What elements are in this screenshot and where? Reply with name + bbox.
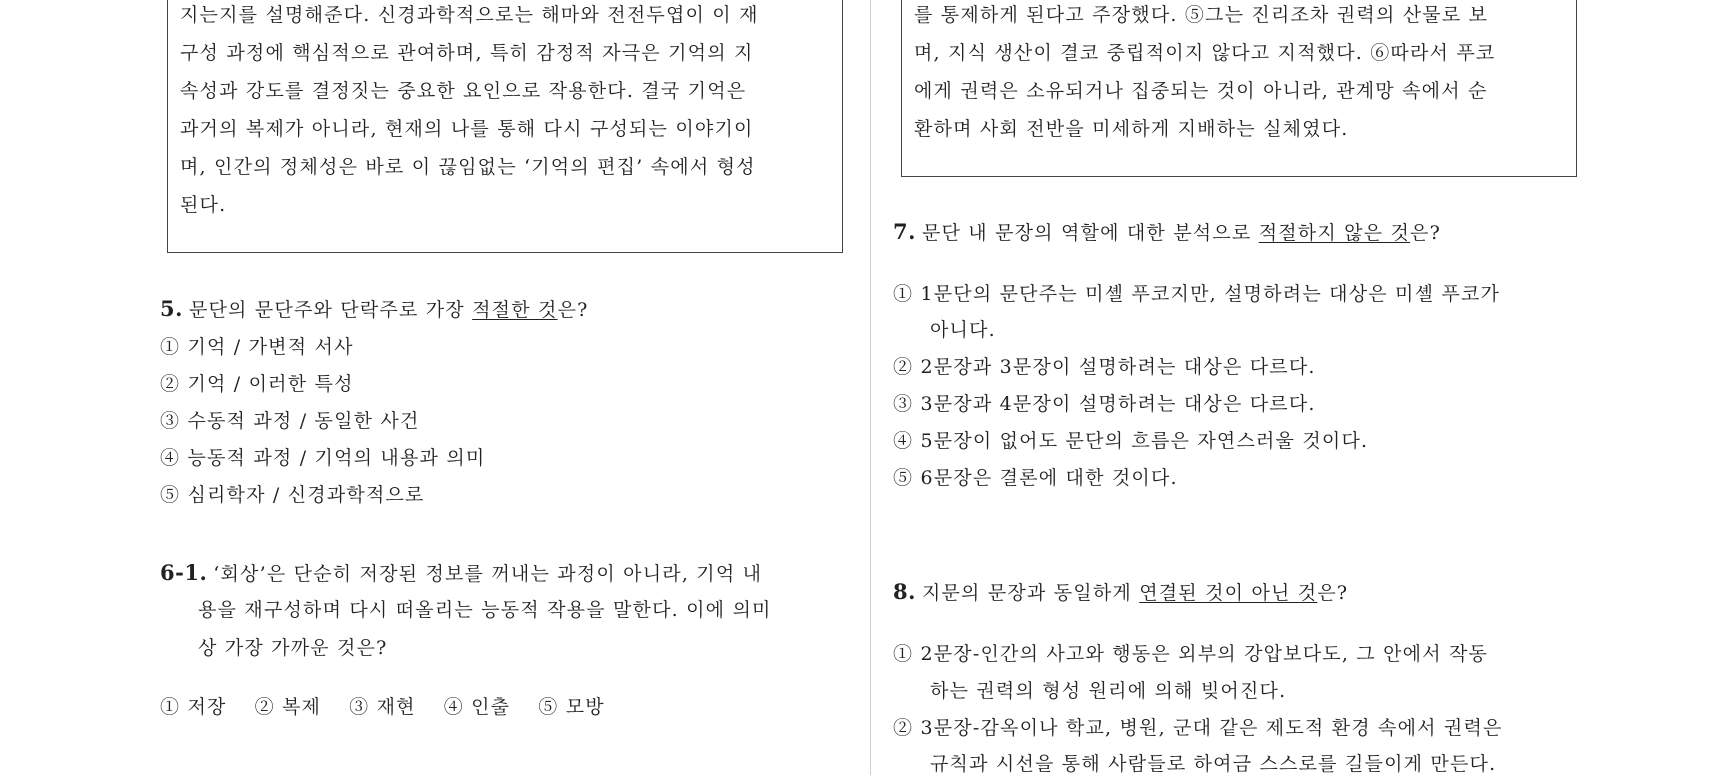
question-text: 지문의 문장과 동일하게	[921, 582, 1140, 604]
choice-item[interactable]: ① 기억 / 가변적 서사	[160, 336, 354, 358]
choice-item[interactable]: ① 2문장-인간의 사고와 행동은 외부의 강압보다도, 그 안에서 작동	[893, 643, 1489, 665]
passage-line: 환하며 사회 전반을 미세하게 지배하는 실체였다.	[914, 118, 1349, 140]
passage-line: 에게 권력은 소유되거나 집중되는 것이 아니라, 관계망 속에서 순	[914, 80, 1488, 102]
passage-line: 를 통제하게 된다고 주장했다. ⑤그는 진리조차 권력의 산물로 보	[914, 4, 1489, 26]
choice-item[interactable]: ① 저장	[160, 696, 227, 718]
choice-item[interactable]: ① 1문단의 문단주는 미셸 푸코지만, 설명하려는 대상은 미셸 푸코가	[893, 283, 1501, 305]
question-text: 은?	[1410, 222, 1441, 244]
question-6-1-stem	[160, 561, 762, 586]
passage-line: 구성 과정에 핵심적으로 관여하며, 특히 감정적 자극은 기억의 지	[180, 42, 754, 64]
question-text: 은?	[557, 299, 589, 321]
question-5-stem	[160, 297, 589, 322]
choice-item[interactable]: ④ 5문장이 없어도 문단의 흐름은 자연스러울 것이다.	[893, 430, 1369, 452]
question-number: 7.	[893, 219, 916, 244]
choice-item[interactable]: ② 기억 / 이러한 특성	[160, 373, 354, 395]
choice-continuation: 규칙과 시선을 통해 사람들로 하여금 스스로를 길들이게 만든다.	[930, 753, 1497, 775]
question-text: 문단의 문단주와 단락주로 가장	[188, 299, 473, 321]
question-number: 6-1.	[160, 560, 208, 585]
question-number: 8.	[893, 579, 916, 604]
choice-item[interactable]: ③ 수동적 과정 / 동일한 사건	[160, 410, 420, 432]
choice-item[interactable]: ⑤ 모방	[538, 696, 605, 718]
passage-line: 속성과 강도를 결정짓는 중요한 요인으로 작용한다. 결국 기억은	[180, 80, 747, 102]
passage-line: 과거의 복제가 아니라, 현재의 나를 통해 다시 구성되는 이야기이	[180, 118, 754, 140]
question-text: 상 가장 가까운 것은?	[198, 637, 388, 659]
right-passage-box	[901, 0, 1577, 177]
question-text: 은?	[1317, 582, 1349, 604]
column-divider	[870, 0, 871, 775]
choice-item[interactable]: ⑤ 심리학자 / 신경과학적으로	[160, 484, 425, 506]
choice-item[interactable]: ④ 인출	[443, 696, 511, 718]
left-passage-box	[167, 0, 843, 253]
question-8-stem	[893, 580, 1348, 605]
choice-row	[160, 695, 633, 719]
choice-item[interactable]: ③ 재현	[349, 696, 416, 718]
question-number: 5.	[160, 296, 183, 321]
choice-item[interactable]: ④ 능동적 과정 / 기억의 내용과 의미	[160, 447, 486, 469]
choice-item[interactable]: ② 2문장과 3문장이 설명하려는 대상은 다르다.	[893, 356, 1316, 378]
passage-line: 된다.	[180, 194, 227, 216]
question-text: 문단 내 문장의 역할에 대한 분석으로	[921, 222, 1259, 244]
question-7-stem	[893, 220, 1441, 245]
choice-item[interactable]: ② 복제	[254, 696, 322, 718]
question-emphasis: 연결된 것이 아닌 것	[1139, 582, 1318, 604]
choice-item[interactable]: ⑤ 6문장은 결론에 대한 것이다.	[893, 467, 1178, 489]
question-text: ‘회상’은 단순히 저장된 정보를 꺼내는 과정이 아니라, 기억 내	[213, 563, 763, 585]
choice-continuation: 아니다.	[930, 319, 996, 341]
passage-line: 며, 인간의 정체성은 바로 이 끊임없는 ‘기억의 편집’ 속에서 형성	[180, 156, 756, 178]
choice-item[interactable]: ② 3문장-감옥이나 학교, 병원, 군대 같은 제도적 환경 속에서 권력은	[893, 717, 1503, 739]
question-text: 용을 재구성하며 다시 떠올리는 능동적 작용을 말한다. 이에 의미	[198, 599, 772, 621]
passage-line: 지는지를 설명해준다. 신경과학적으로는 해마와 전전두엽이 이 재	[180, 4, 759, 26]
choice-continuation: 하는 권력의 형성 원리에 의해 빚어진다.	[930, 680, 1287, 702]
passage-line: 며, 지식 생산이 결코 중립적이지 않다고 지적했다. ⑥따라서 푸코	[914, 42, 1496, 64]
question-emphasis: 적절한 것	[472, 299, 558, 321]
question-emphasis: 적절하지 않은 것	[1258, 222, 1411, 244]
choice-item[interactable]: ③ 3문장과 4문장이 설명하려는 대상은 다르다.	[893, 393, 1316, 415]
